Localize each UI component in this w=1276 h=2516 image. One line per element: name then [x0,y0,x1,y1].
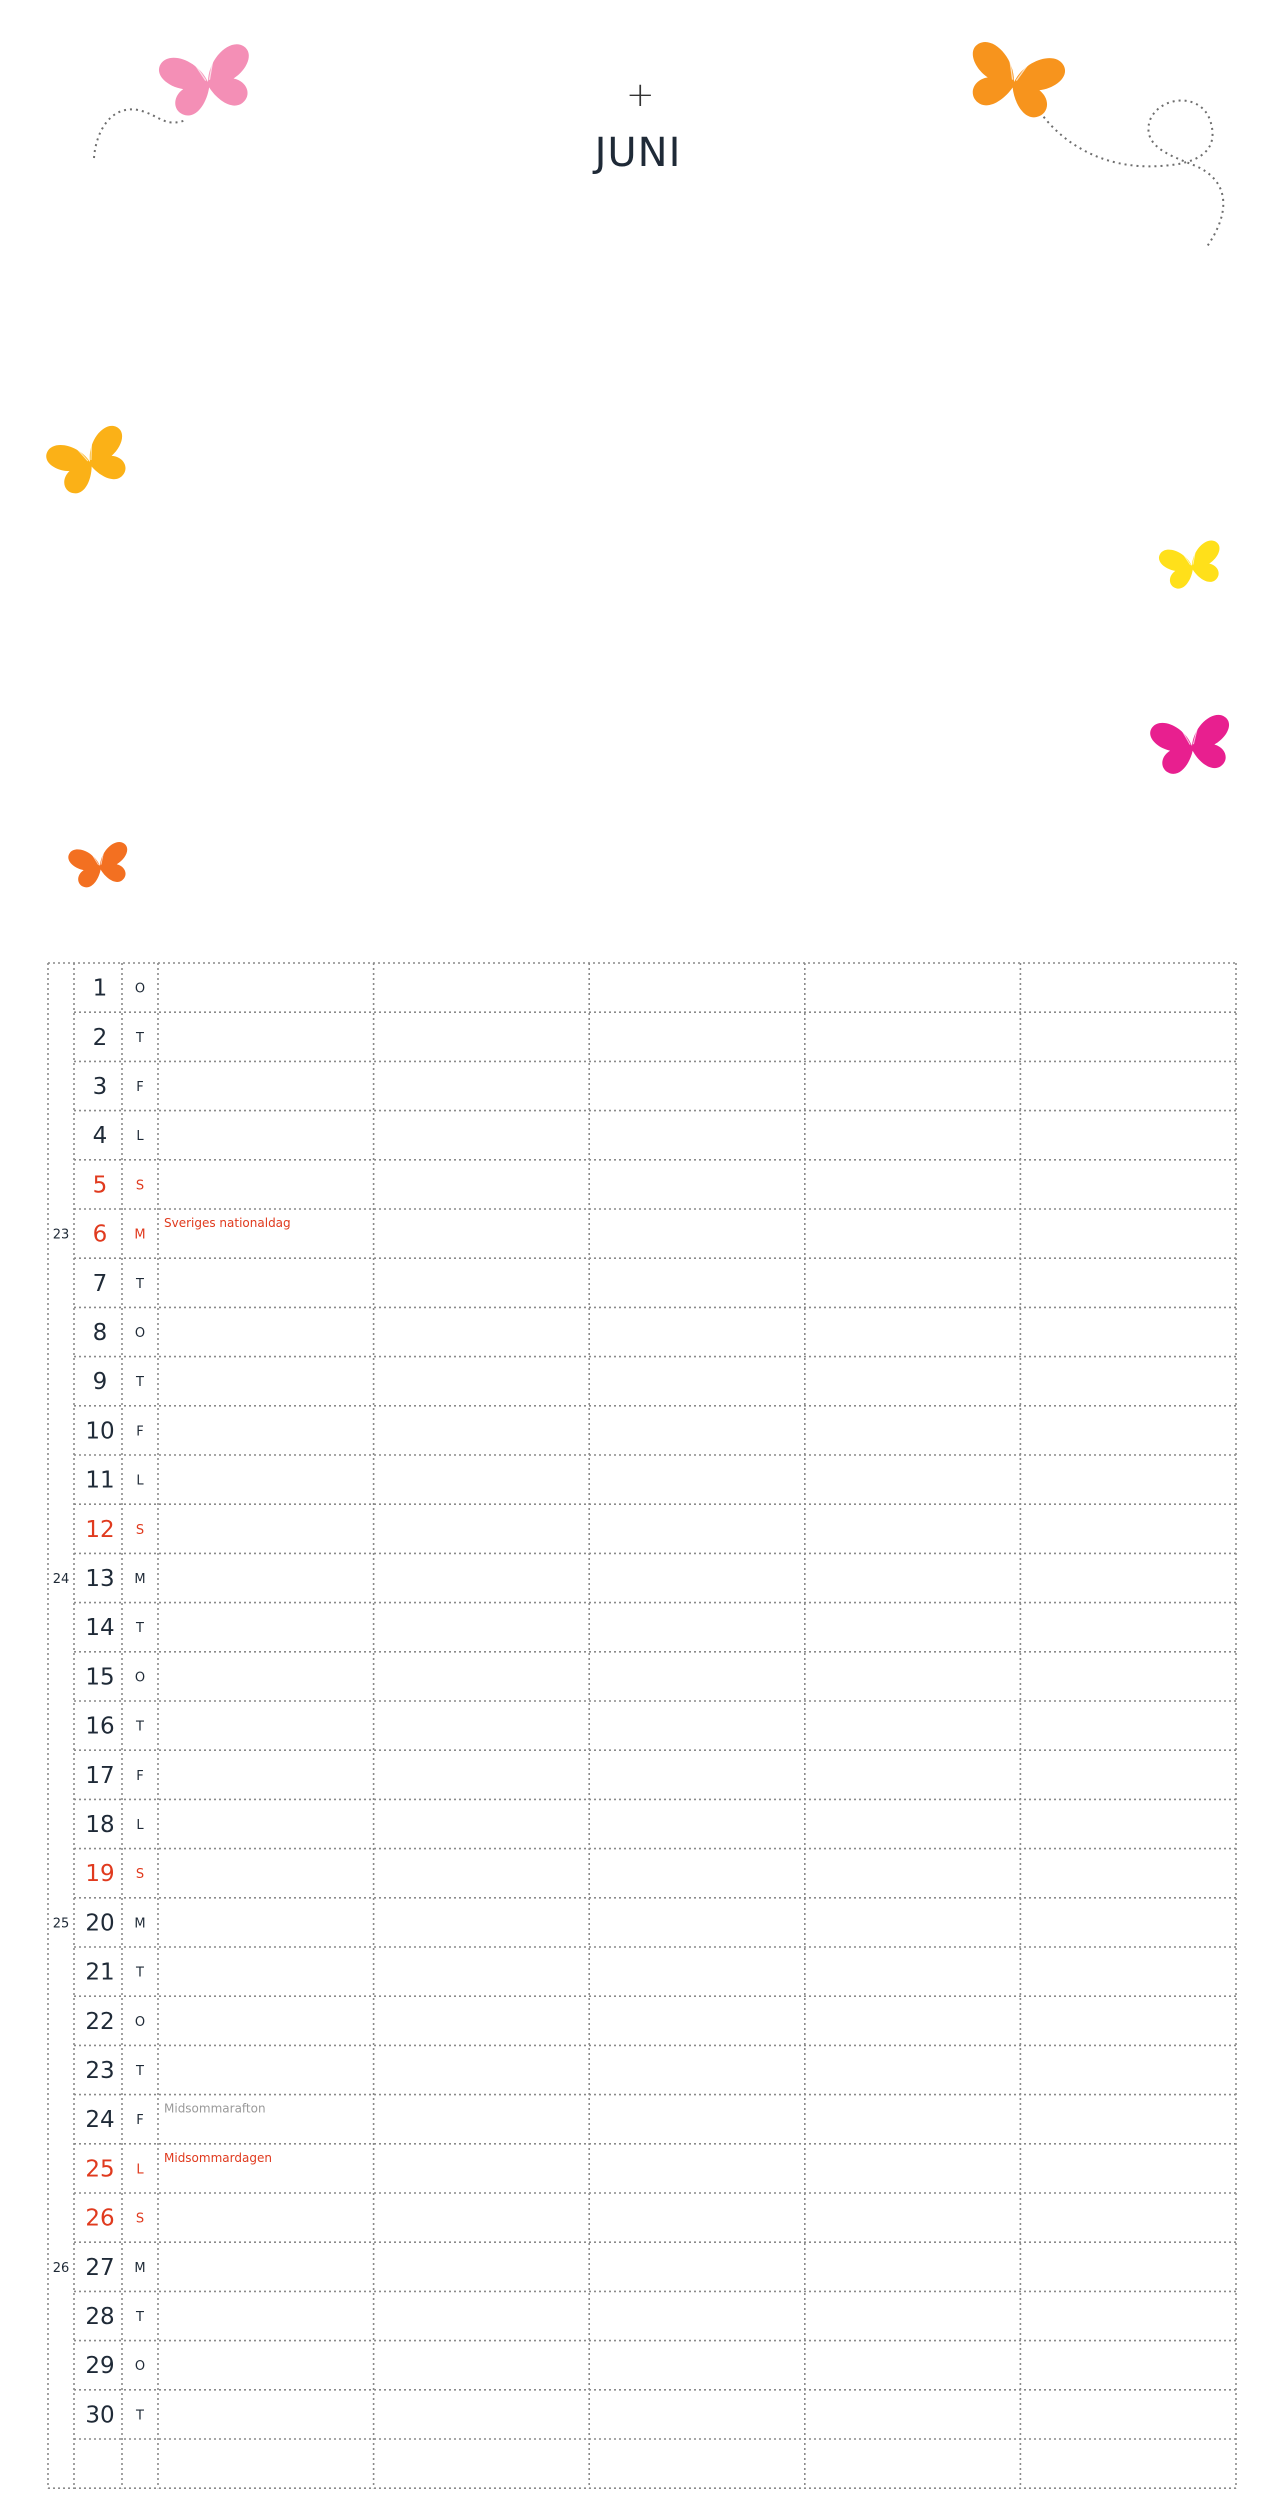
day-number: 18 [85,1812,115,1838]
weekday-letter: S [135,1522,145,1538]
weekday-letter: L [136,1473,144,1489]
weekday-letter: O [134,2359,146,2375]
day-number: 8 [92,1320,108,1346]
weekday-letter: F [136,1424,144,1440]
weekday-letter: T [136,2064,144,2079]
day-number: 9 [92,1369,108,1396]
day-number: 14 [85,1615,115,1642]
weekday-letter: T [136,2408,144,2424]
weekday-letter: O [134,1670,146,1686]
day-number: 23 [85,2058,115,2084]
event-label: Midsommardagen [164,2150,272,2165]
day-number: 7 [92,1270,108,1297]
weekday-letter: M [134,1916,146,1932]
day-number: 20 [85,1910,115,1937]
day-number: 28 [85,2304,115,2330]
weekday-letter: T [136,1621,144,1637]
event-label: Midsommarafton [164,2101,266,2116]
event-label: Sveriges nationaldag [164,1216,291,1230]
day-number: 24 [85,2107,115,2134]
weekday-letter: L [136,1129,144,1145]
weekday-letter: S [135,2211,145,2227]
weekday-letter: O [134,2014,146,2030]
day-number: 17 [85,1762,115,1789]
day-number: 15 [85,1664,115,1691]
weekday-letter: T [136,1276,144,1292]
week-number: 24 [52,1572,70,1587]
day-number: 10 [85,1418,115,1445]
weekday-letter: T [136,1719,144,1735]
day-number: 13 [85,1566,115,1592]
weekday-letter: O [134,981,146,997]
weekday-letter: O [134,1326,146,1341]
week-number: 25 [52,1916,70,1932]
day-number: 19 [85,1861,115,1888]
day-number: 5 [92,1172,108,1199]
weekday-letter: T [136,2310,144,2325]
week-number: 26 [52,2260,70,2276]
weekday-letter: L [136,1818,144,1833]
weekday-letter: F [136,1080,144,1095]
day-number: 4 [92,1123,108,1150]
weekday-letter: T [136,1375,144,1391]
day-number: 11 [85,1467,115,1494]
day-number: 22 [85,2008,115,2035]
weekday-letter: T [136,1030,144,1046]
weekday-letter: L [136,2162,144,2178]
day-number: 12 [85,1516,115,1543]
day-number: 2 [92,1024,108,1051]
weekday-letter: M [134,1227,146,1243]
day-number: 3 [92,1074,108,1100]
day-number: 29 [85,2353,115,2380]
week-number: 23 [52,1227,70,1243]
day-number: 30 [85,2402,115,2429]
weekday-letter: S [135,1178,145,1194]
month-title: JUNI [594,130,682,176]
weekday-letter: F [136,1768,144,1784]
day-number: 27 [85,2254,115,2281]
weekday-letter: M [134,2260,146,2276]
day-number: 21 [85,1959,115,1986]
day-number: 26 [85,2205,115,2232]
weekday-letter: S [135,1867,145,1883]
day-number: 16 [85,1713,115,1740]
day-number: 1 [92,975,108,1002]
weekday-letter: T [136,1965,144,1981]
day-number: 6 [92,1221,108,1248]
day-number: 25 [85,2156,115,2183]
weekday-letter: F [136,2113,144,2129]
plus-icon: + [626,75,655,115]
weekday-letter: M [134,1572,146,1587]
